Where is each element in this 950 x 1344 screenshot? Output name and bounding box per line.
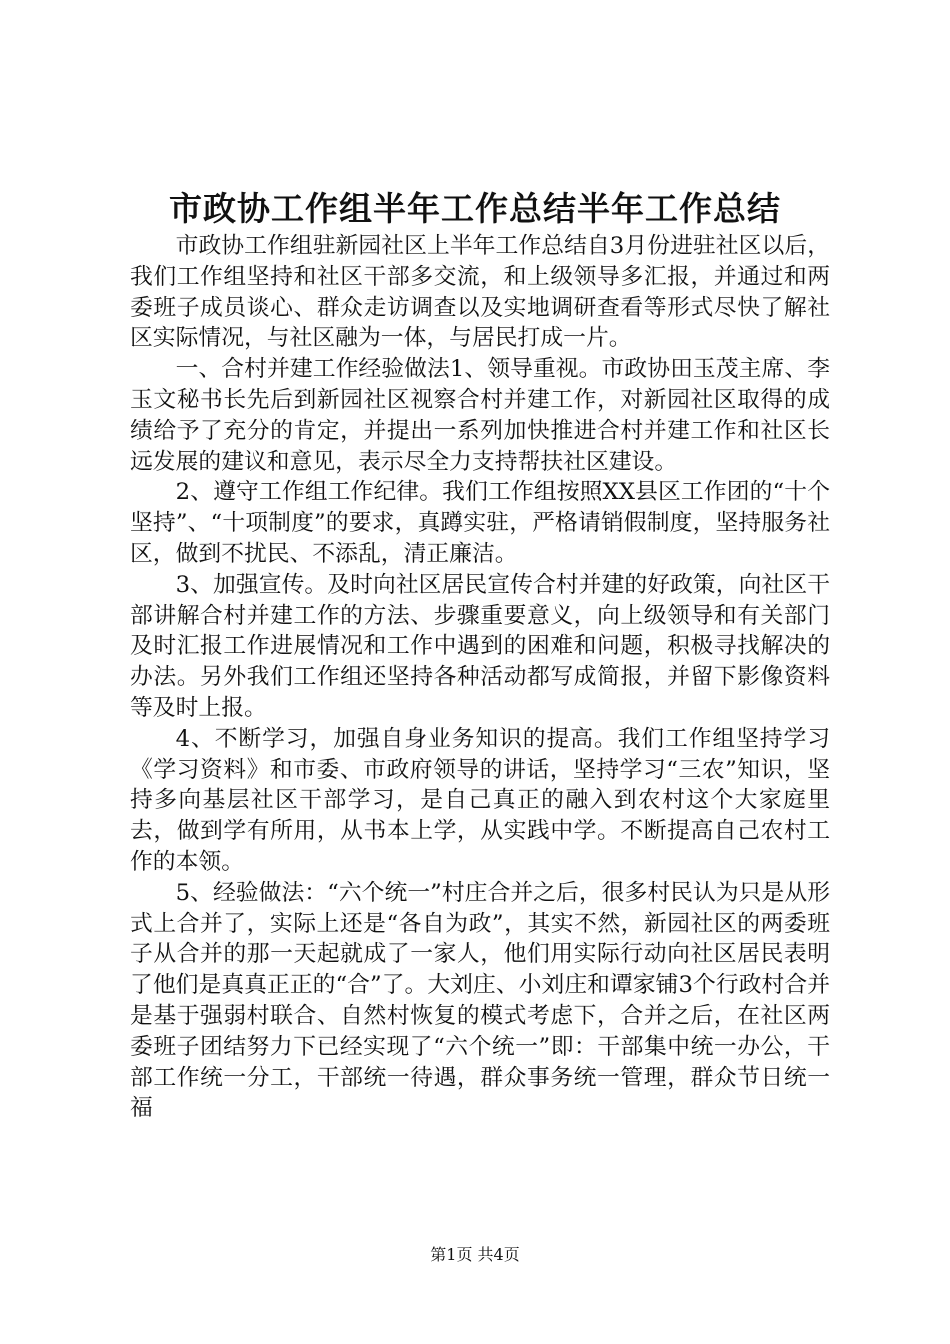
paragraph-section-1: 一、合村并建工作经验做法1、领导重视。市政协田玉茂主席、李玉文秘书长先后到新园社区视察合村并建工作，对新园社区取得的成绩给予了充分的肯定，并提出一系列加快推进合村并建工作和社区长远发展的建议和意见，表示尽全力支持帮扶社区建设。 [130, 356, 830, 475]
paragraph-item-4: 4、不断学习，加强自身业务知识的提高。我们工作组坚持学习《学习资料》和市委、市政府领导的讲话，坚持学习“三农”知识，坚持多向基层社区干部学习，是自己真正的融入到农村这个大家庭里去，做到学有所用，从书本上学，从实践中学。不断提高自己农村工作的本领。 [130, 725, 830, 875]
paragraph-item-5: 5、经验做法：“六个统一”村庄合并之后，很多村民认为只是从形式上合并了，实际上还是“各自为政”，其实不然，新园社区的两委班子从合并的那一天起就成了一家人，他们用实际行动向社区居民表明了他们是真真正正的“合”了。大刘庄、小刘庄和谭家铺3个行政村合并是基于强弱村联合、自然村恢复的模式考虑下，合并之后，在社区两委班子团结努力下已经实现了“六个统一”即：干部集中统一办公，干部工作统一分工，干部统一待遇，群众事务统一管理，群众节日统一福 [130, 879, 830, 1122]
document-body [130, 231, 830, 1124]
paragraph-item-3: 3、加强宣传。及时向社区居民宣传合村并建的好政策，向社区干部讲解合村并建工作的方法、步骤重要意义，向上级领导和有关部门及时汇报工作进展情况和工作中遇到的困难和问题，积极寻找解决的办法。另外我们工作组还坚持各种活动都写成简报，并留下影像资料等及时上报。 [130, 571, 830, 721]
page-number-footer: 第1页 共4页 [430, 1245, 520, 1264]
paragraph-intro: 市政协工作组驻新园社区上半年工作总结自3月份进驻社区以后，我们工作组坚持和社区干部多交流，和上级领导多汇报，并通过和两委班子成员谈心、群众走访调查以及实地调研查看等形式尽快了解社区实际情况，与社区融为一体，与居民打成一片。 [130, 233, 830, 352]
document-title: 市政协工作组半年工作总结半年工作总结 [169, 189, 781, 228]
paragraph-item-2: 2、遵守工作组工作纪律。我们工作组按照XX县区工作团的“十个坚持”、“十项制度”的要求，真蹲实驻，严格请销假制度，坚持服务社区，做到不扰民、不添乱，清正廉洁。 [130, 479, 830, 567]
